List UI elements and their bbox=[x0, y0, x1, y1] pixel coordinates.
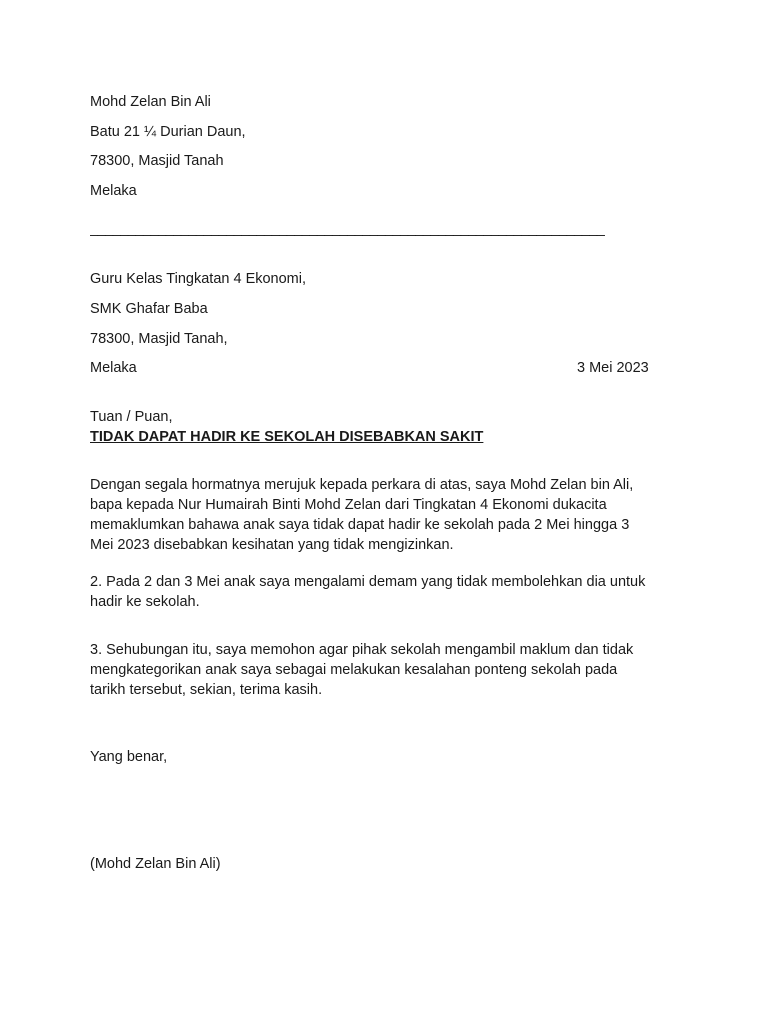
recipient-line-1: Guru Kelas Tingkatan 4 Ekonomi, bbox=[90, 271, 307, 287]
recipient-line-3: 78300, Masjid Tanah, bbox=[90, 331, 228, 347]
paragraph-1-line-3: memaklumkan bahawa anak saya tidak dapat hadir ke sekolah pada 2 Mei hingga 3 bbox=[90, 517, 630, 533]
paragraph-3-line-2: mengkategorikan anak saya sebagai melakukan kesalahan ponteng sekolah pada bbox=[90, 662, 618, 678]
paragraph-3 bbox=[90, 640, 670, 700]
paragraph-3-line-1: 3. Sehubungan itu, saya memohon agar pihak sekolah mengambil maklum dan tidak bbox=[90, 642, 634, 658]
paragraph-3-line-3: tarikh tersebut, sekian, terima kasih. bbox=[90, 682, 323, 698]
sender-address-line-2: 78300, Masjid Tanah bbox=[90, 153, 224, 169]
paragraph-1-line-1: Dengan segala hormatnya merujuk kepada perkara di atas, saya Mohd Zelan bin Ali, bbox=[90, 477, 634, 493]
sender-address-line-3: Melaka bbox=[90, 183, 137, 199]
closing: Yang benar, bbox=[90, 749, 168, 765]
paragraph-2-line-1: 2. Pada 2 dan 3 Mei anak saya mengalami demam yang tidak membolehkan dia untuk bbox=[90, 574, 646, 590]
sender-address-line-1: Batu 21 ¼ Durian Daun, bbox=[90, 124, 246, 140]
paragraph-1-line-2: bapa kepada Nur Humairah Binti Mohd Zelan dari Tingkatan 4 Ekonomi dukacita bbox=[90, 497, 607, 513]
sender-name: Mohd Zelan Bin Ali bbox=[90, 94, 211, 110]
salutation: Tuan / Puan, bbox=[90, 409, 173, 425]
address-separator-line: ____________________________________________________________________ bbox=[90, 222, 605, 236]
recipient-line-2: SMK Ghafar Baba bbox=[90, 301, 208, 317]
paragraph-2 bbox=[90, 572, 670, 612]
paragraph-1-line-4: Mei 2023 disebabkan kesihatan yang tidak mengizinkan. bbox=[90, 537, 454, 553]
paragraph-2-line-2: hadir ke sekolah. bbox=[90, 594, 200, 610]
letter-subject: TIDAK DAPAT HADIR KE SEKOLAH DISEBABKAN SAKIT bbox=[90, 429, 484, 445]
letter-date: 3 Mei 2023 bbox=[577, 360, 649, 376]
paragraph-1 bbox=[90, 475, 670, 555]
signature-name: (Mohd Zelan Bin Ali) bbox=[90, 856, 221, 872]
recipient-line-4: Melaka bbox=[90, 360, 137, 376]
